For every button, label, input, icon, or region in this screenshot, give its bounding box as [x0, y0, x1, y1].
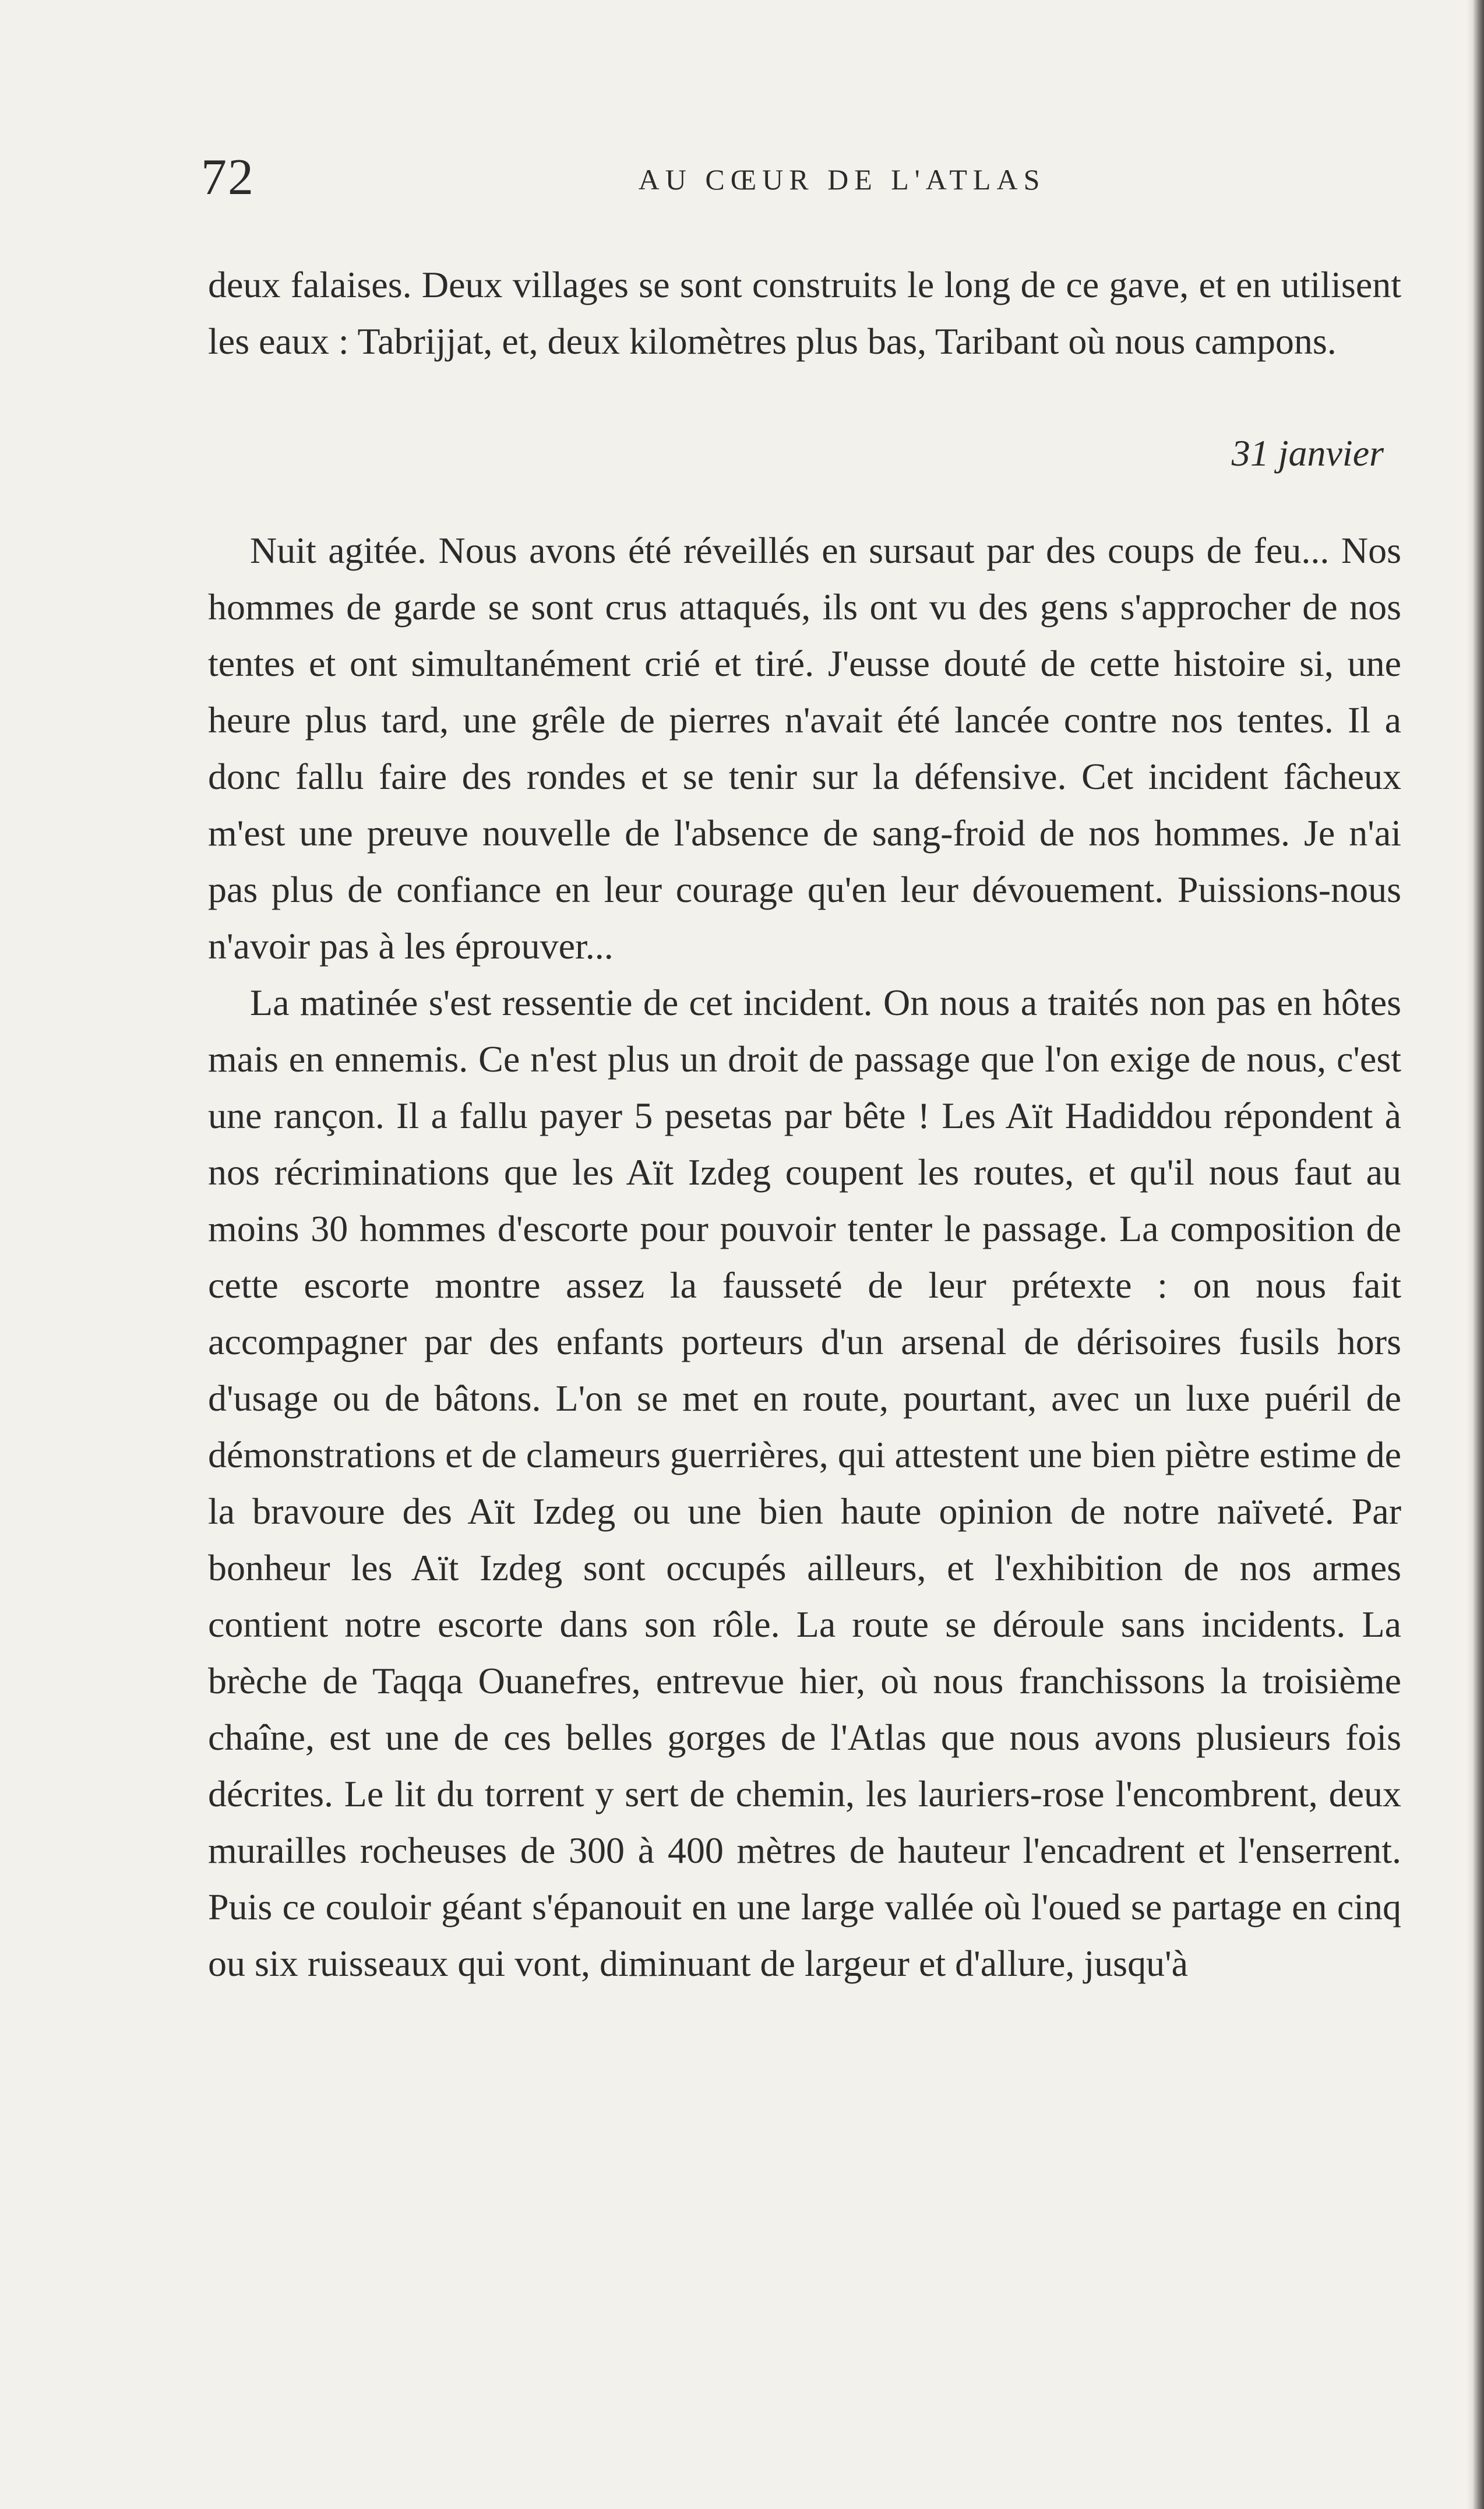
paragraph-night: Nuit agitée. Nous avons été réveillés en sursaut par des coups de feu... Nos hommes de garde se sont crus attaqués, ils ont vu des gens s'approcher de nos tentes et ont simultanément crié et tiré. J'eusse douté de cette histoire si, une heure plus tard, une grêle de pierres n'avait été lancée contre nos tentes. Il a donc fallu faire des rondes et se tenir sur la défensive. Cet incident fâcheux m'est une preuve nouvelle de l'absence de sang-froid de nos hommes. Je n'ai pas plus de confiance en leur courage qu'en leur dévouement. Puissions-nous n'avoir pas à les éprouver...	[208, 530, 1401, 967]
page-header	[201, 146, 1401, 210]
body-text	[208, 256, 1401, 1992]
dateline: 31 janvier	[1231, 432, 1384, 474]
running-title: AU CŒUR DE L'ATLAS	[638, 163, 1046, 196]
paragraph-morning: La matinée s'est ressentie de cet incident. On nous a traités non pas en hôtes mais en ennemis. Ce n'est plus un droit de passage que l'on exige de nous, c'est une rançon. Il a fallu payer 5 pesetas par bête ! Les Aït Hadiddou répondent à nos récriminations que les Aït Izdeg coupent les routes, et qu'il nous faut au moins 30 hommes d'escorte pour pouvoir tenter le passage. La composition de cette escorte montre assez la fausseté de leur prétexte : on nous fait accompagner par des enfants porteurs d'un arsenal de dérisoires fusils hors d'usage ou de bâtons. L'on se met en route, pourtant, avec un luxe puéril de démonstrations et de clameurs guerrières, qui attestent une bien piètre estime de la bravoure des Aït Izdeg ou une bien haute opinion de notre naïveté. Par bonheur les Aït Izdeg sont occupés ailleurs, et l'exhibition de nos armes contient notre escorte dans son rôle. La route se déroule sans incidents. La brèche de Taqqa Ouanefres, entrevue hier, où nous franchissons la troisième chaîne, est une de ces belles gorges de l'Atlas que nous avons plusieurs fois décrites. Le lit du torrent y sert de chemin, les lauriers-rose l'encombrent, deux murailles rocheuses de 300 à 400 mètres de hauteur l'encadrent et l'enserrent. Puis ce couloir géant s'épanouit en une large vallée où l'oued se partage en cinq ou six ruisseaux qui vont, diminuant de largeur et d'allure, jusqu'à	[208, 982, 1401, 1984]
paragraph-continued: deux falaises. Deux villages se sont construits le long de ce gave, et en utilisent les eaux : Tabrijjat, et, deux kilomètres plus bas, Taribant où nous campons.	[208, 264, 1401, 362]
page-edge-shadow	[1467, 0, 1484, 2509]
page-number: 72	[201, 149, 255, 206]
